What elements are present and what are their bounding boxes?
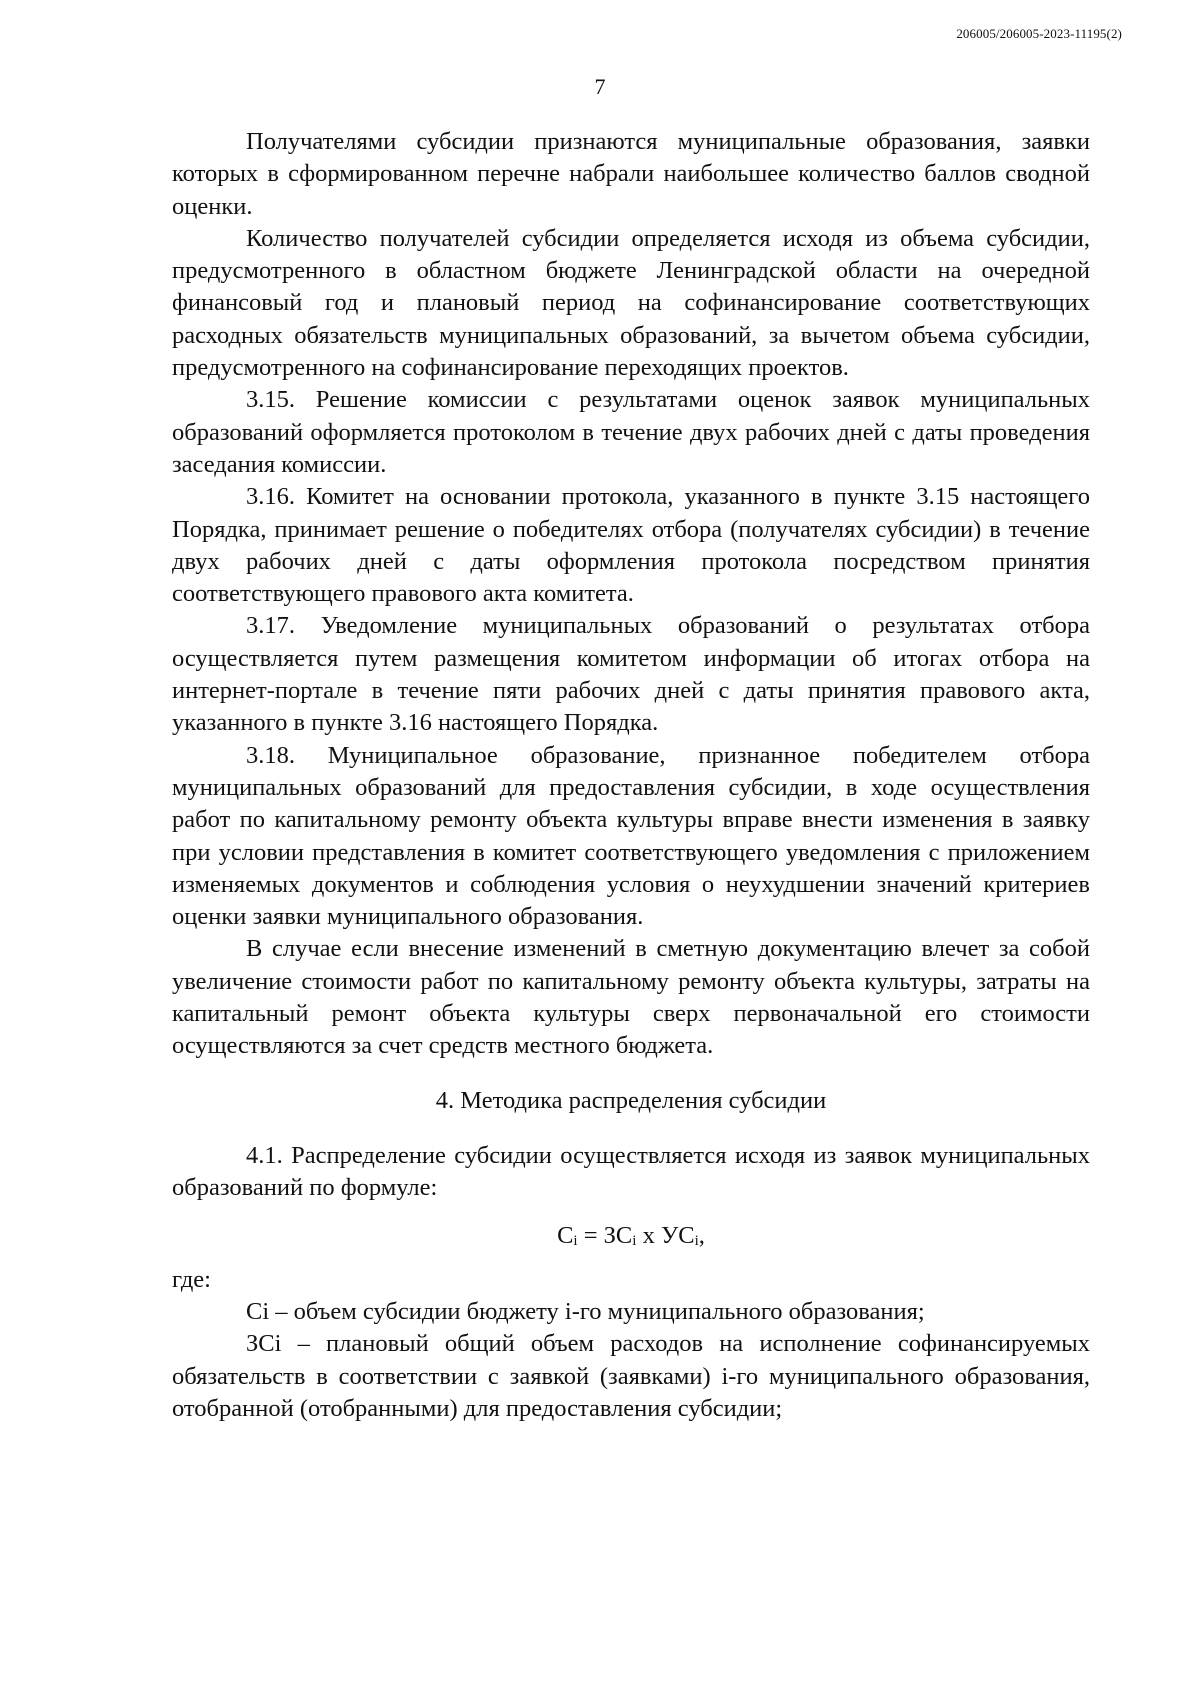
formula-comma: , bbox=[698, 1221, 705, 1249]
paragraph-3-17: 3.17. Уведомление муниципальных образований о результатах отбора осуществляется путем размещения комитетом информации об итогах отбора на интернет-портале в течение пяти рабочих дней с даты принятия правового акта, указанного в пункте 3.16 настоящего Порядка. bbox=[172, 612, 1090, 737]
paragraph-cost-increase: В случае если внесение изменений в сметную документацию влечет за собой увеличение стоимости работ по капитальному ремонту объекта культуры, затраты на капитальный ремонт объекта культуры сверх первоначальной его стоимости осуществляются за счет средств местного бюджета. bbox=[172, 935, 1090, 1060]
document-id: 206005/206005-2023-11195(2) bbox=[956, 26, 1122, 41]
paragraph-3-18: 3.18. Муниципальное образование, признанное победителем отбора муниципальных образований для предоставления субсидии, в ходе осуществления работ по капитальному ремонту объекта культуры вправе внести изменения в заявку при условии представления в комитет соответствующего уведомления с приложением изменяемых документов и соблюдения условия о неухудшении значений критериев оценки заявки муниципального образования. bbox=[172, 741, 1090, 931]
formula-c: C bbox=[557, 1221, 574, 1249]
definition-zci: ЗCi – плановый общий объем расходов на исполнение софинансируемых обязательств в соответствии с заявкой (заявками) i-го муниципального образования, отобранной (отобранными) для предоставления субсидии; bbox=[172, 1330, 1090, 1422]
formula-sub-3: i bbox=[694, 1232, 699, 1249]
paragraph-3-15: 3.15. Решение комиссии с результатами оценок заявок муниципальных образований оформляется протоколом в течение двух рабочих дней с даты проведения заседания комиссии. bbox=[172, 386, 1090, 478]
formula-equals-zc: = ЗC bbox=[577, 1221, 633, 1249]
where-label: где: bbox=[172, 1265, 211, 1293]
subsidy-formula bbox=[172, 1220, 1090, 1252]
paragraph-recipients: Получателями субсидии признаются муниципальные образования, заявки которых в сформированном перечне набрали наибольшее количество баллов сводной оценки. bbox=[172, 128, 1090, 220]
document-body bbox=[172, 126, 1090, 1425]
paragraph-4-1: 4.1. Распределение субсидии осуществляется исходя из заявок муниципальных образований по формуле: bbox=[172, 1141, 1090, 1202]
formula-times-uc: х УC bbox=[636, 1221, 695, 1249]
definition-ci: Ci – объем субсидии бюджету i-го муниципального образования; bbox=[246, 1298, 925, 1326]
formula-sub-2: i bbox=[632, 1232, 637, 1249]
section-4-heading: 4. Методика распределения субсидии bbox=[435, 1086, 827, 1114]
page-number: 7 bbox=[594, 74, 606, 99]
paragraph-3-16: 3.16. Комитет на основании протокола, указанного в пункте 3.15 настоящего Порядка, принимает решение о победителях отбора (получателях субсидии) в течение двух рабочих дней с даты оформления протокола посредством принятия соответствующего правового акта комитета. bbox=[172, 483, 1090, 608]
formula-sub-1: i bbox=[573, 1232, 578, 1249]
paragraph-recipients-count: Количество получателей субсидии определяется исходя из объема субсидии, предусмотренного в областном бюджете Ленинградской области на очередной финансовый год и плановый период на софинансирование соответствующих расходных обязательств муниципальных образований, за вычетом объема субсидии, предусмотренного на софинансирование переходящих проектов. bbox=[172, 224, 1090, 382]
